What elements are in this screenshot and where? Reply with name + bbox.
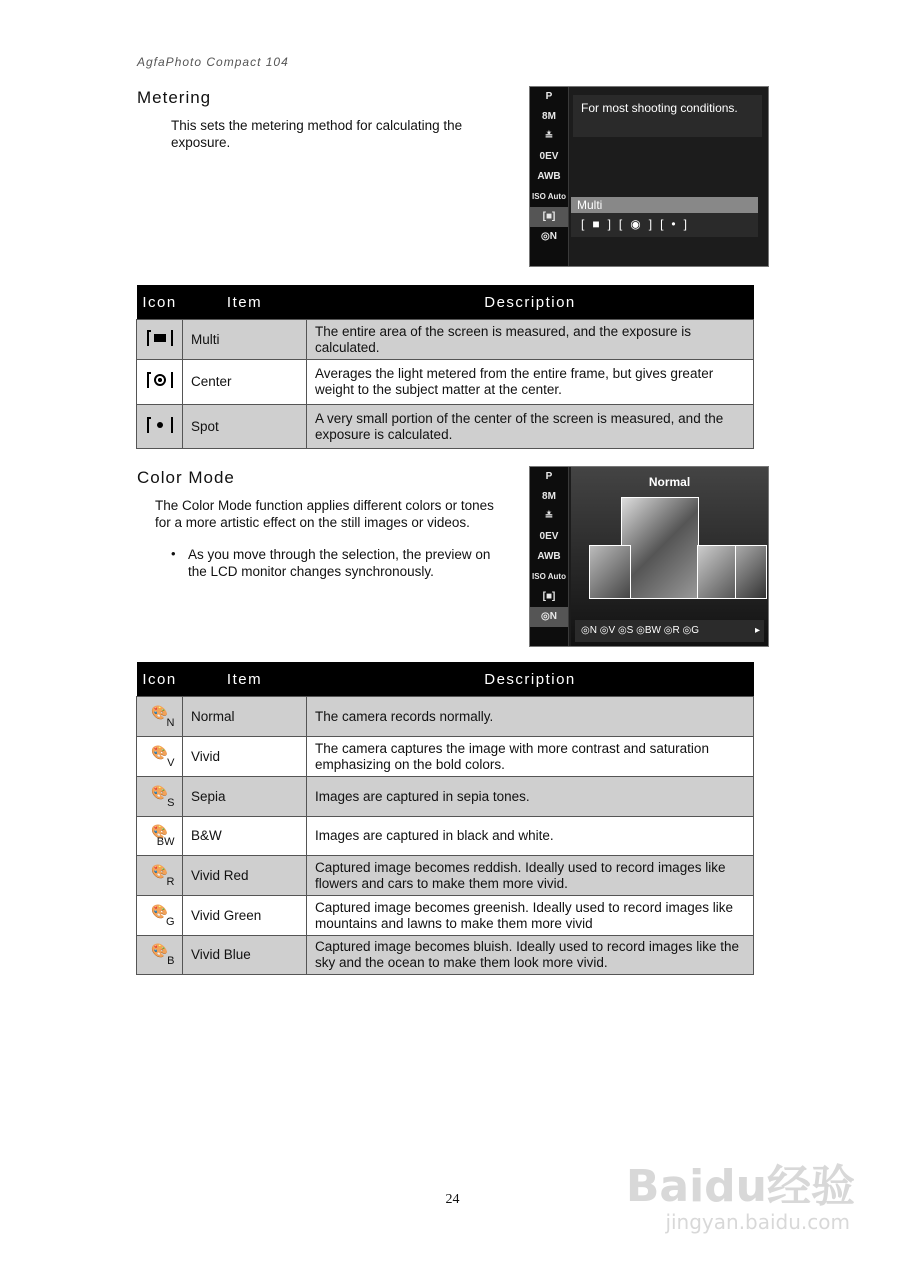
description-cell: The entire area of the screen is measured, and the exposure is calculated. xyxy=(307,320,754,360)
metering-intro: This sets the metering method for calculating the exposure. xyxy=(171,118,463,150)
lcd-message-box xyxy=(573,95,762,137)
description-cell: Captured image becomes reddish. Ideally used to record images like flowers and cars to make them more vivid. xyxy=(307,856,754,896)
lcd-metering-options xyxy=(571,213,758,235)
lcd-mode-label: Normal xyxy=(648,475,691,489)
running-header: AgfaPhoto Compact 104 xyxy=(137,55,289,69)
spot-icon xyxy=(137,405,183,449)
sepia-palette-icon: 🎨 S xyxy=(137,777,183,817)
lcd-side-menu xyxy=(530,87,569,266)
description-cell: A very small portion of the center of the screen is measured, and the exposure is calculated. xyxy=(307,405,754,449)
description-cell: Images are captured in black and white. xyxy=(307,817,754,856)
table-row xyxy=(137,360,754,405)
chevron-right-icon: ▸ xyxy=(754,625,760,636)
center-icon: [◉] xyxy=(618,217,661,231)
item-cell: Spot xyxy=(183,405,307,449)
description-column-header: Description xyxy=(307,662,754,697)
resolution-icon: 8M xyxy=(542,491,556,502)
table-row xyxy=(137,737,754,777)
metering-title: Metering xyxy=(137,88,212,107)
item-cell: Vivid xyxy=(183,737,307,777)
multi-icon xyxy=(137,320,183,360)
iso-icon: ISO Auto xyxy=(532,192,566,201)
item-column-header: Item xyxy=(183,662,307,697)
icon-column-header: Icon xyxy=(137,285,183,320)
ev-icon: 0EV xyxy=(539,151,559,162)
option-vivid-icon: ◎V xyxy=(599,625,616,636)
bw-palette-icon: 🎨 BW xyxy=(137,817,183,856)
item-cell: Vivid Red xyxy=(183,856,307,896)
metering-lcd-screenshot xyxy=(529,86,769,267)
description-cell: The camera records normally. xyxy=(307,697,754,737)
color-mode-icon: ◎N xyxy=(541,231,557,242)
bullet-icon: • xyxy=(171,546,176,561)
color-mode-icon: ◎N xyxy=(530,607,568,627)
table-row xyxy=(137,896,754,936)
blue-palette-icon: 🎨 B xyxy=(137,936,183,975)
color-mode-option-bar xyxy=(575,620,764,642)
preview-photo-thumb xyxy=(589,545,631,599)
item-cell: B&W xyxy=(183,817,307,856)
resolution-icon: 8M xyxy=(542,111,556,122)
icon-column-header: Icon xyxy=(137,662,183,697)
metering-table xyxy=(136,285,754,449)
description-cell: Captured image becomes bluish. Ideally used to record images like the sky and the ocean to make them look more vivid. xyxy=(307,936,754,975)
option-red-icon: ◎R xyxy=(663,625,680,636)
color-mode-title: Color Mode xyxy=(137,468,235,487)
lcd-preview-area xyxy=(571,467,768,646)
normal-palette-icon: 🎨 N xyxy=(137,697,183,737)
iso-icon: ISO Auto xyxy=(532,572,566,581)
table-row xyxy=(137,777,754,817)
baidu-watermark-url: jingyan.baidu.com xyxy=(665,1210,850,1234)
white-balance-icon: AWB xyxy=(537,551,561,562)
preview-photo-main xyxy=(621,497,699,599)
center-icon xyxy=(137,360,183,405)
option-sepia-icon: ◎S xyxy=(617,625,634,636)
item-cell: Sepia xyxy=(183,777,307,817)
item-cell: Vivid Green xyxy=(183,896,307,936)
white-balance-icon: AWB xyxy=(537,171,561,182)
item-column-header: Item xyxy=(183,285,307,320)
description-cell: Captured image becomes greenish. Ideally used to record images like mountains and lawns to make them more vivid xyxy=(307,896,754,936)
option-normal-icon: ◎N xyxy=(581,625,597,636)
description-cell: Averages the light metered from the entire frame, but gives greater weight to the subject matter at the center. xyxy=(307,360,754,405)
item-cell: Center xyxy=(183,360,307,405)
baidu-watermark: Baidu经验 xyxy=(625,1161,855,1212)
item-cell: Vivid Blue xyxy=(183,936,307,975)
preview-photo-thumb xyxy=(697,545,737,599)
lcd-message: For most shooting conditions. xyxy=(581,101,738,115)
ev-icon: 0EV xyxy=(539,531,559,542)
page-number: 24 xyxy=(445,1192,460,1207)
lcd-option-bar xyxy=(571,197,758,237)
metering-icon: [■] xyxy=(542,591,556,602)
preview-photo-thumb xyxy=(735,545,767,599)
program-mode-icon: P xyxy=(545,471,553,482)
multi-icon: [■] xyxy=(581,217,619,231)
spot-icon: [•] xyxy=(660,217,695,231)
color-mode-lcd-screenshot xyxy=(529,466,769,647)
lcd-side-menu xyxy=(530,467,569,646)
table-row xyxy=(137,936,754,975)
item-cell: Normal xyxy=(183,697,307,737)
color-mode-intro: The Color Mode function applies different colors or tones for a more artistic effect on the still images or videos. xyxy=(155,498,494,530)
quality-icon: ≛ xyxy=(544,511,554,522)
color-mode-bullet: As you move through the selection, the preview on the LCD monitor changes synchronously. xyxy=(188,547,491,579)
option-green-icon: ◎G xyxy=(682,625,700,636)
green-palette-icon: 🎨 G xyxy=(137,896,183,936)
vivid-palette-icon: 🎨 V xyxy=(137,737,183,777)
table-row xyxy=(137,817,754,856)
table-row xyxy=(137,405,754,449)
table-header xyxy=(137,662,754,697)
table-row xyxy=(137,856,754,896)
table-header xyxy=(137,285,754,320)
metering-icon: [■] xyxy=(530,207,568,227)
color-mode-table xyxy=(136,662,754,975)
lcd-selected-label: Multi xyxy=(571,197,758,213)
program-mode-icon: P xyxy=(545,91,553,102)
item-cell: Multi xyxy=(183,320,307,360)
description-cell: The camera captures the image with more contrast and saturation emphasizing on the bold colors. xyxy=(307,737,754,777)
table-row xyxy=(137,697,754,737)
red-palette-icon: 🎨 R xyxy=(137,856,183,896)
quality-icon: ≛ xyxy=(544,131,554,142)
description-column-header: Description xyxy=(307,285,754,320)
table-row xyxy=(137,320,754,360)
option-bw-icon: ◎BW xyxy=(636,625,661,636)
description-cell: Images are captured in sepia tones. xyxy=(307,777,754,817)
